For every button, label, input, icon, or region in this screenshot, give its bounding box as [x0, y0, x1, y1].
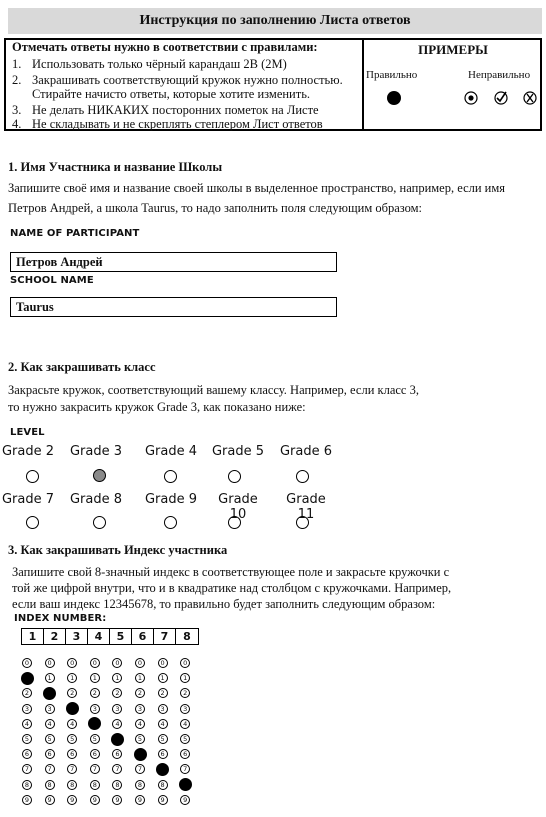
index-bubble[interactable]: 2 — [112, 688, 122, 698]
rule-text: Стирайте начисто ответы, которые хотите изменить. — [32, 87, 311, 101]
index-digit-box[interactable]: 5 — [110, 629, 132, 644]
grade-label: Grade 11 — [286, 492, 326, 522]
rules-heading: Отмечать ответы нужно в соответствии с правилами: — [12, 40, 318, 54]
index-bubble[interactable]: 6 — [112, 749, 122, 759]
wrong-label: Неправильно — [468, 69, 531, 81]
section2-text-line: Закрасьте кружок, соответствующий вашему классу. Например, если класс 3, — [8, 383, 419, 397]
school-label: SCHOOL NAME — [10, 275, 94, 286]
sheet-title: Инструкция по заполнению Листа ответов — [8, 8, 542, 34]
section3-text-line: Запишите свой 8-значный индекс в соответствующее поле и закрасьте кружочки с — [12, 565, 450, 579]
wrong-dot-circle-icon — [465, 92, 477, 104]
section1-text-line: Петров Андрей, а школа Taurus, то надо заполнить поля следующим образом: — [8, 201, 423, 215]
wrong-check-circle-icon — [495, 92, 507, 104]
index-bubble[interactable]: 1 — [158, 673, 168, 683]
index-bubble[interactable]: 1 — [112, 673, 122, 683]
grade-2-bubble[interactable] — [26, 470, 39, 483]
index-bubble[interactable]: 5 — [158, 734, 168, 744]
section1-heading: 1. Имя Участника и название Школы — [8, 160, 223, 174]
index-bubble[interactable]: 9 — [45, 795, 55, 805]
grade-label: Grade 10 — [218, 492, 258, 522]
index-bubble[interactable]: 8 — [179, 778, 192, 791]
index-bubble[interactable]: 1 — [180, 673, 190, 683]
index-bubble[interactable]: 7 — [45, 764, 55, 774]
index-bubble[interactable]: 4 — [112, 719, 122, 729]
rule-text: Закрашивать соответствующий кружок нужно полностью. — [32, 73, 343, 87]
index-bubble[interactable]: 6 — [158, 749, 168, 759]
index-bubble[interactable]: 8 — [135, 780, 145, 790]
rule-1 — [12, 57, 357, 72]
index-bubble[interactable]: 6 — [22, 749, 32, 759]
index-bubble[interactable]: 0 — [67, 658, 77, 668]
index-bubble[interactable]: 8 — [158, 780, 168, 790]
section3-text-line: той же цифрой внутри, что и в квадратике над столбцом с кружочками. Например, — [12, 581, 452, 595]
index-bubble[interactable]: 8 — [22, 780, 32, 790]
index-bubble[interactable]: 9 — [67, 795, 77, 805]
index-bubble[interactable]: 1 — [21, 672, 34, 685]
index-bubble[interactable]: 5 — [67, 734, 77, 744]
grade-6-bubble[interactable] — [296, 470, 309, 483]
rule-3 — [12, 103, 357, 118]
index-bubble[interactable]: 3 — [22, 704, 32, 714]
level-label: LEVEL — [10, 427, 45, 438]
index-bubble[interactable]: 8 — [67, 780, 77, 790]
rule-2 — [12, 73, 357, 88]
grade-10-bubble[interactable] — [228, 516, 241, 529]
index-bubble[interactable]: 7 — [156, 763, 169, 776]
index-digit-box[interactable]: 8 — [183, 630, 191, 643]
index-bubble[interactable]: 3 — [158, 704, 168, 714]
index-bubble[interactable]: 9 — [180, 795, 190, 805]
index-bubble[interactable]: 5 — [22, 734, 32, 744]
index-bubble[interactable]: 9 — [22, 795, 32, 805]
index-digit-box[interactable]: 7 — [154, 629, 176, 644]
index-bubble[interactable]: 5 — [135, 734, 145, 744]
index-bubble[interactable]: 2 — [180, 688, 190, 698]
index-digit-box[interactable]: 3 — [66, 629, 88, 644]
index-bubble[interactable]: 0 — [112, 658, 122, 668]
grade-label: Grade 3 — [69, 444, 123, 459]
index-bubble[interactable]: 2 — [158, 688, 168, 698]
rule-number: 4. — [12, 117, 22, 131]
index-bubble[interactable]: 3 — [135, 704, 145, 714]
grade-label: Grade 8 — [69, 492, 123, 507]
grade-7-bubble[interactable] — [26, 516, 39, 529]
index-bubble[interactable]: 4 — [45, 719, 55, 729]
grade-label: Grade 5 — [211, 444, 265, 459]
index-bubble[interactable]: 6 — [45, 749, 55, 759]
index-bubble[interactable]: 4 — [180, 719, 190, 729]
index-bubble[interactable]: 7 — [112, 764, 122, 774]
index-bubble[interactable]: 0 — [90, 658, 100, 668]
section2-heading: 2. Как закрашивать класс — [8, 360, 156, 374]
index-bubble[interactable]: 4 — [67, 719, 77, 729]
index-bubble[interactable]: 7 — [90, 764, 100, 774]
grade-3-bubble[interactable] — [93, 469, 106, 482]
rule-text: Не делать НИКАКИХ посторонних пометок на Листе — [32, 103, 319, 117]
rule-text: Не складывать и не скреплять степлером Лист ответов — [32, 117, 323, 131]
index-bubble[interactable]: 5 — [180, 734, 190, 744]
index-bubble[interactable]: 0 — [45, 658, 55, 668]
index-bubble[interactable]: 4 — [22, 719, 32, 729]
section1-text-line: Запишите своё имя и название своей школы в выделенное пространство, например, если имя — [8, 181, 506, 195]
index-bubble[interactable]: 8 — [90, 780, 100, 790]
grade-4-bubble[interactable] — [164, 470, 177, 483]
grade-label: Grade 6 — [279, 444, 333, 459]
index-bubble[interactable]: 4 — [135, 719, 145, 729]
index-bubble[interactable]: 1 — [67, 673, 77, 683]
index-bubble[interactable]: 6 — [180, 749, 190, 759]
wrong-cross-circle-icon — [524, 92, 536, 104]
grade-5-bubble[interactable] — [228, 470, 241, 483]
index-bubble[interactable]: 5 — [111, 733, 124, 746]
grade-8-bubble[interactable] — [93, 516, 106, 529]
index-bubble[interactable]: 2 — [135, 688, 145, 698]
index-bubble[interactable]: 2 — [67, 688, 77, 698]
index-bubble[interactable]: 8 — [112, 780, 122, 790]
grade-11-bubble[interactable] — [296, 516, 309, 529]
index-bubble[interactable]: 2 — [90, 688, 100, 698]
index-bubble[interactable]: 3 — [66, 702, 79, 715]
index-bubble[interactable]: 1 — [90, 673, 100, 683]
grade-label: Grade 4 — [144, 444, 198, 459]
index-number-label: INDEX NUMBER: — [14, 613, 107, 624]
index-digit-box[interactable]: 6 — [132, 629, 154, 644]
index-bubble[interactable]: 3 — [180, 704, 190, 714]
index-bubble[interactable]: 0 — [135, 658, 145, 668]
index-bubble[interactable]: 8 — [45, 780, 55, 790]
index-bubble[interactable]: 6 — [90, 749, 100, 759]
index-bubble[interactable]: 6 — [134, 748, 147, 761]
index-bubble[interactable]: 0 — [158, 658, 168, 668]
index-bubble[interactable]: 9 — [135, 795, 145, 805]
examples-title: ПРИМЕРЫ — [418, 42, 488, 57]
rule-2-continued — [12, 87, 357, 102]
index-bubble[interactable]: 4 — [88, 717, 101, 730]
index-bubble[interactable]: 5 — [45, 734, 55, 744]
index-bubble[interactable]: 3 — [90, 704, 100, 714]
grade-label: Grade 9 — [144, 492, 198, 507]
index-bubble[interactable]: 2 — [22, 688, 32, 698]
section2-text-line: то нужно закрасить кружок Grade 3, как показано ниже: — [8, 400, 306, 414]
index-bubble[interactable]: 7 — [67, 764, 77, 774]
correct-filled-circle-icon — [387, 91, 401, 105]
rule-4 — [12, 117, 357, 132]
index-bubble[interactable]: 7 — [22, 764, 32, 774]
index-bubble[interactable]: 3 — [45, 704, 55, 714]
section3-text-line: если ваш индекс 12345678, то правильно будет заполнить следующим образом: — [12, 597, 436, 611]
school-name-field[interactable]: Taurus — [10, 297, 337, 317]
rule-number: 3. — [12, 103, 22, 117]
index-bubble[interactable]: 6 — [67, 749, 77, 759]
index-digit-box[interactable]: 4 — [88, 629, 110, 644]
example-marks — [380, 86, 540, 110]
grade-9-bubble[interactable] — [164, 516, 177, 529]
participant-label: NAME OF PARTICIPANT — [10, 228, 140, 239]
index-digit-box[interactable]: 1 — [22, 629, 44, 644]
rule-text: Использовать только чёрный карандаш 2В (2М) — [32, 57, 287, 71]
index-bubble[interactable]: 9 — [90, 795, 100, 805]
index-bubble[interactable]: 1 — [45, 673, 55, 683]
index-bubble[interactable]: 2 — [43, 687, 56, 700]
index-bubble[interactable]: 9 — [158, 795, 168, 805]
index-bubble[interactable]: 7 — [180, 764, 190, 774]
index-number-boxes — [21, 628, 199, 645]
index-bubble[interactable]: 0 — [180, 658, 190, 668]
grade-label: Grade 7 — [1, 492, 55, 507]
correct-label: Правильно — [366, 69, 418, 81]
index-bubble[interactable]: 4 — [158, 719, 168, 729]
index-bubble[interactable]: 7 — [135, 764, 145, 774]
index-bubble[interactable]: 0 — [22, 658, 32, 668]
index-digit-box[interactable]: 2 — [44, 629, 66, 644]
section3-heading: 3. Как закрашивать Индекс участника — [8, 543, 228, 557]
index-bubble[interactable]: 9 — [112, 795, 122, 805]
participant-name-field[interactable]: Петров Андрей — [10, 252, 337, 272]
index-bubble[interactable]: 1 — [135, 673, 145, 683]
rule-number: 1. — [12, 57, 22, 71]
rule-number: 2. — [12, 73, 22, 87]
index-bubble[interactable]: 3 — [112, 704, 122, 714]
grade-label: Grade 2 — [1, 444, 55, 459]
index-bubble[interactable]: 5 — [90, 734, 100, 744]
